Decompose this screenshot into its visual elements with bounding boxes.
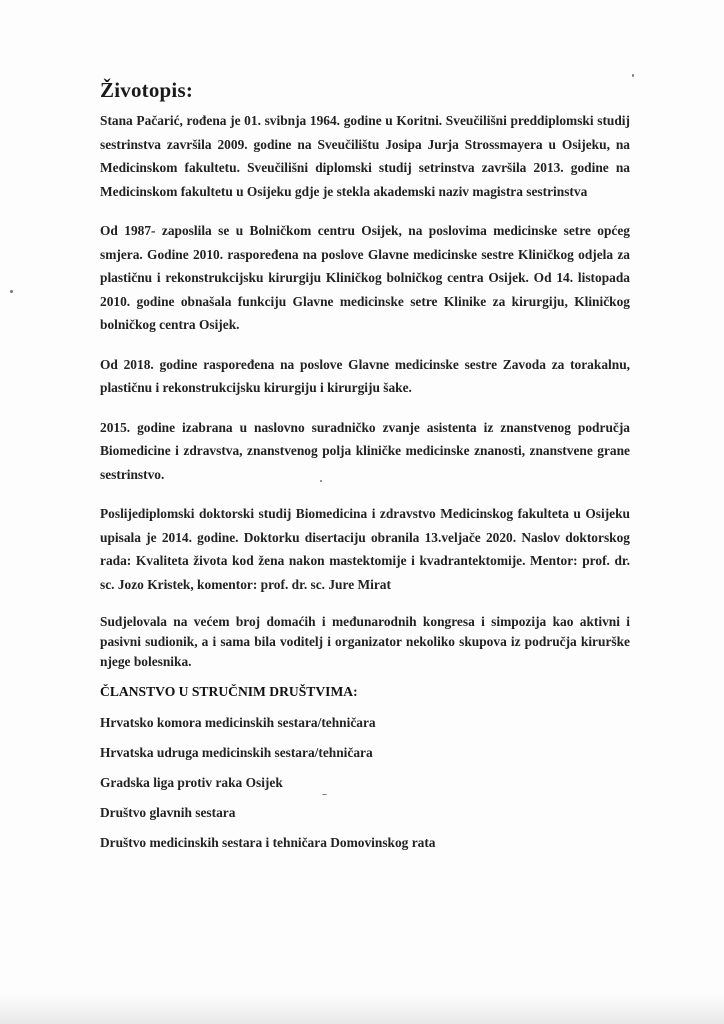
membership-item: Hrvatska udruga medicinskih sestara/tehničara (100, 745, 373, 760)
scan-speck (10, 290, 13, 293)
membership-item: Hrvatsko komora medicinskih sestara/tehničara (100, 715, 376, 730)
paragraph-education: Stana Pačarić, rođena je 01. svibnja 1964. godine u Koritni. Sveučilišni preddiplomski studij sestrinstva završila 2009. godine na Sveučilištu Josipa Jurja Strossmayera u Osijeku, na Medicinskom fakultetu. Sveučilišni diplomski studij setrinstva završila 2013. godine na Medicinskom fakultetu u Osijeku gdje je stekla akademski naziv magistra sestrinstva (100, 113, 630, 199)
membership-item: Gradska liga protiv raka Osijek (100, 775, 283, 790)
scan-bottom-edge (0, 994, 724, 1024)
membership-heading: ČLANSTVO U STRUČNIM DRUŠTVIMA: (100, 684, 358, 699)
paragraph-congresses: Sudjelovala na većem broj domaćih i međunarodnih kongresa i simpozija kao aktivni i pasivni sudionik, a i sama bila voditelj i organizator nekoliko skupova iz područja kirurške njege bolesnika. (100, 614, 630, 669)
paragraph-assistant-title: 2015. godine izabrana u naslovno suradničko zvanje asistenta iz znanstvenog područja Biomedicine i zdravstva, znanstvenog polja kliničke medicinske znanosti, znanstvene grane sestrinstvo. (100, 419, 630, 482)
document-body (100, 78, 630, 858)
paragraph-employment: Od 1987- zaposlila se u Bolničkom centru Osijek, na poslovima medicinske setre općeg smjera. Godine 2010. raspoređena na poslove Glavne medicinske sestre Kliničkog odjela za plastičnu i rekonstrukcijsku kirurgiju Kliničkog bolničkog centra Osijek. Od 14. listopada 2010. godine obnašala funkciju Glavne medicinske setre Klinike za kirurgiju, Kliničkog bolničkog centra Osijek. (100, 223, 630, 332)
membership-item: Društvo glavnih sestara (100, 805, 236, 820)
membership-item: Društvo medicinskih sestara i tehničara Domovinskog rata (100, 835, 436, 850)
paragraph-assignment-2018: Od 2018. godine raspoređena na poslove Glavne medicinske sestre Zavoda za torakalnu, plastičnu i rekonstrukcijsku kirurgiju i kirurgiju šake. (100, 356, 630, 395)
document-title: Životopis: (100, 78, 194, 102)
paragraph-doctoral-study: Poslijediplomski doktorski studij Biomedicina i zdravstvo Medicinskog fakulteta u Osijeku upisala je 2014. godine. Doktorku disertaciju obranila 13.veljače 2020. Naslov doktorskog rada: Kvaliteta života kod žena nakon mastektomije i kvadrantektomije. Mentor: prof. dr. sc. Jozo Kristek, komentor: prof. dr. sc. Jure Mirat (100, 506, 630, 592)
membership-list (100, 708, 630, 858)
scan-speck (632, 74, 634, 77)
